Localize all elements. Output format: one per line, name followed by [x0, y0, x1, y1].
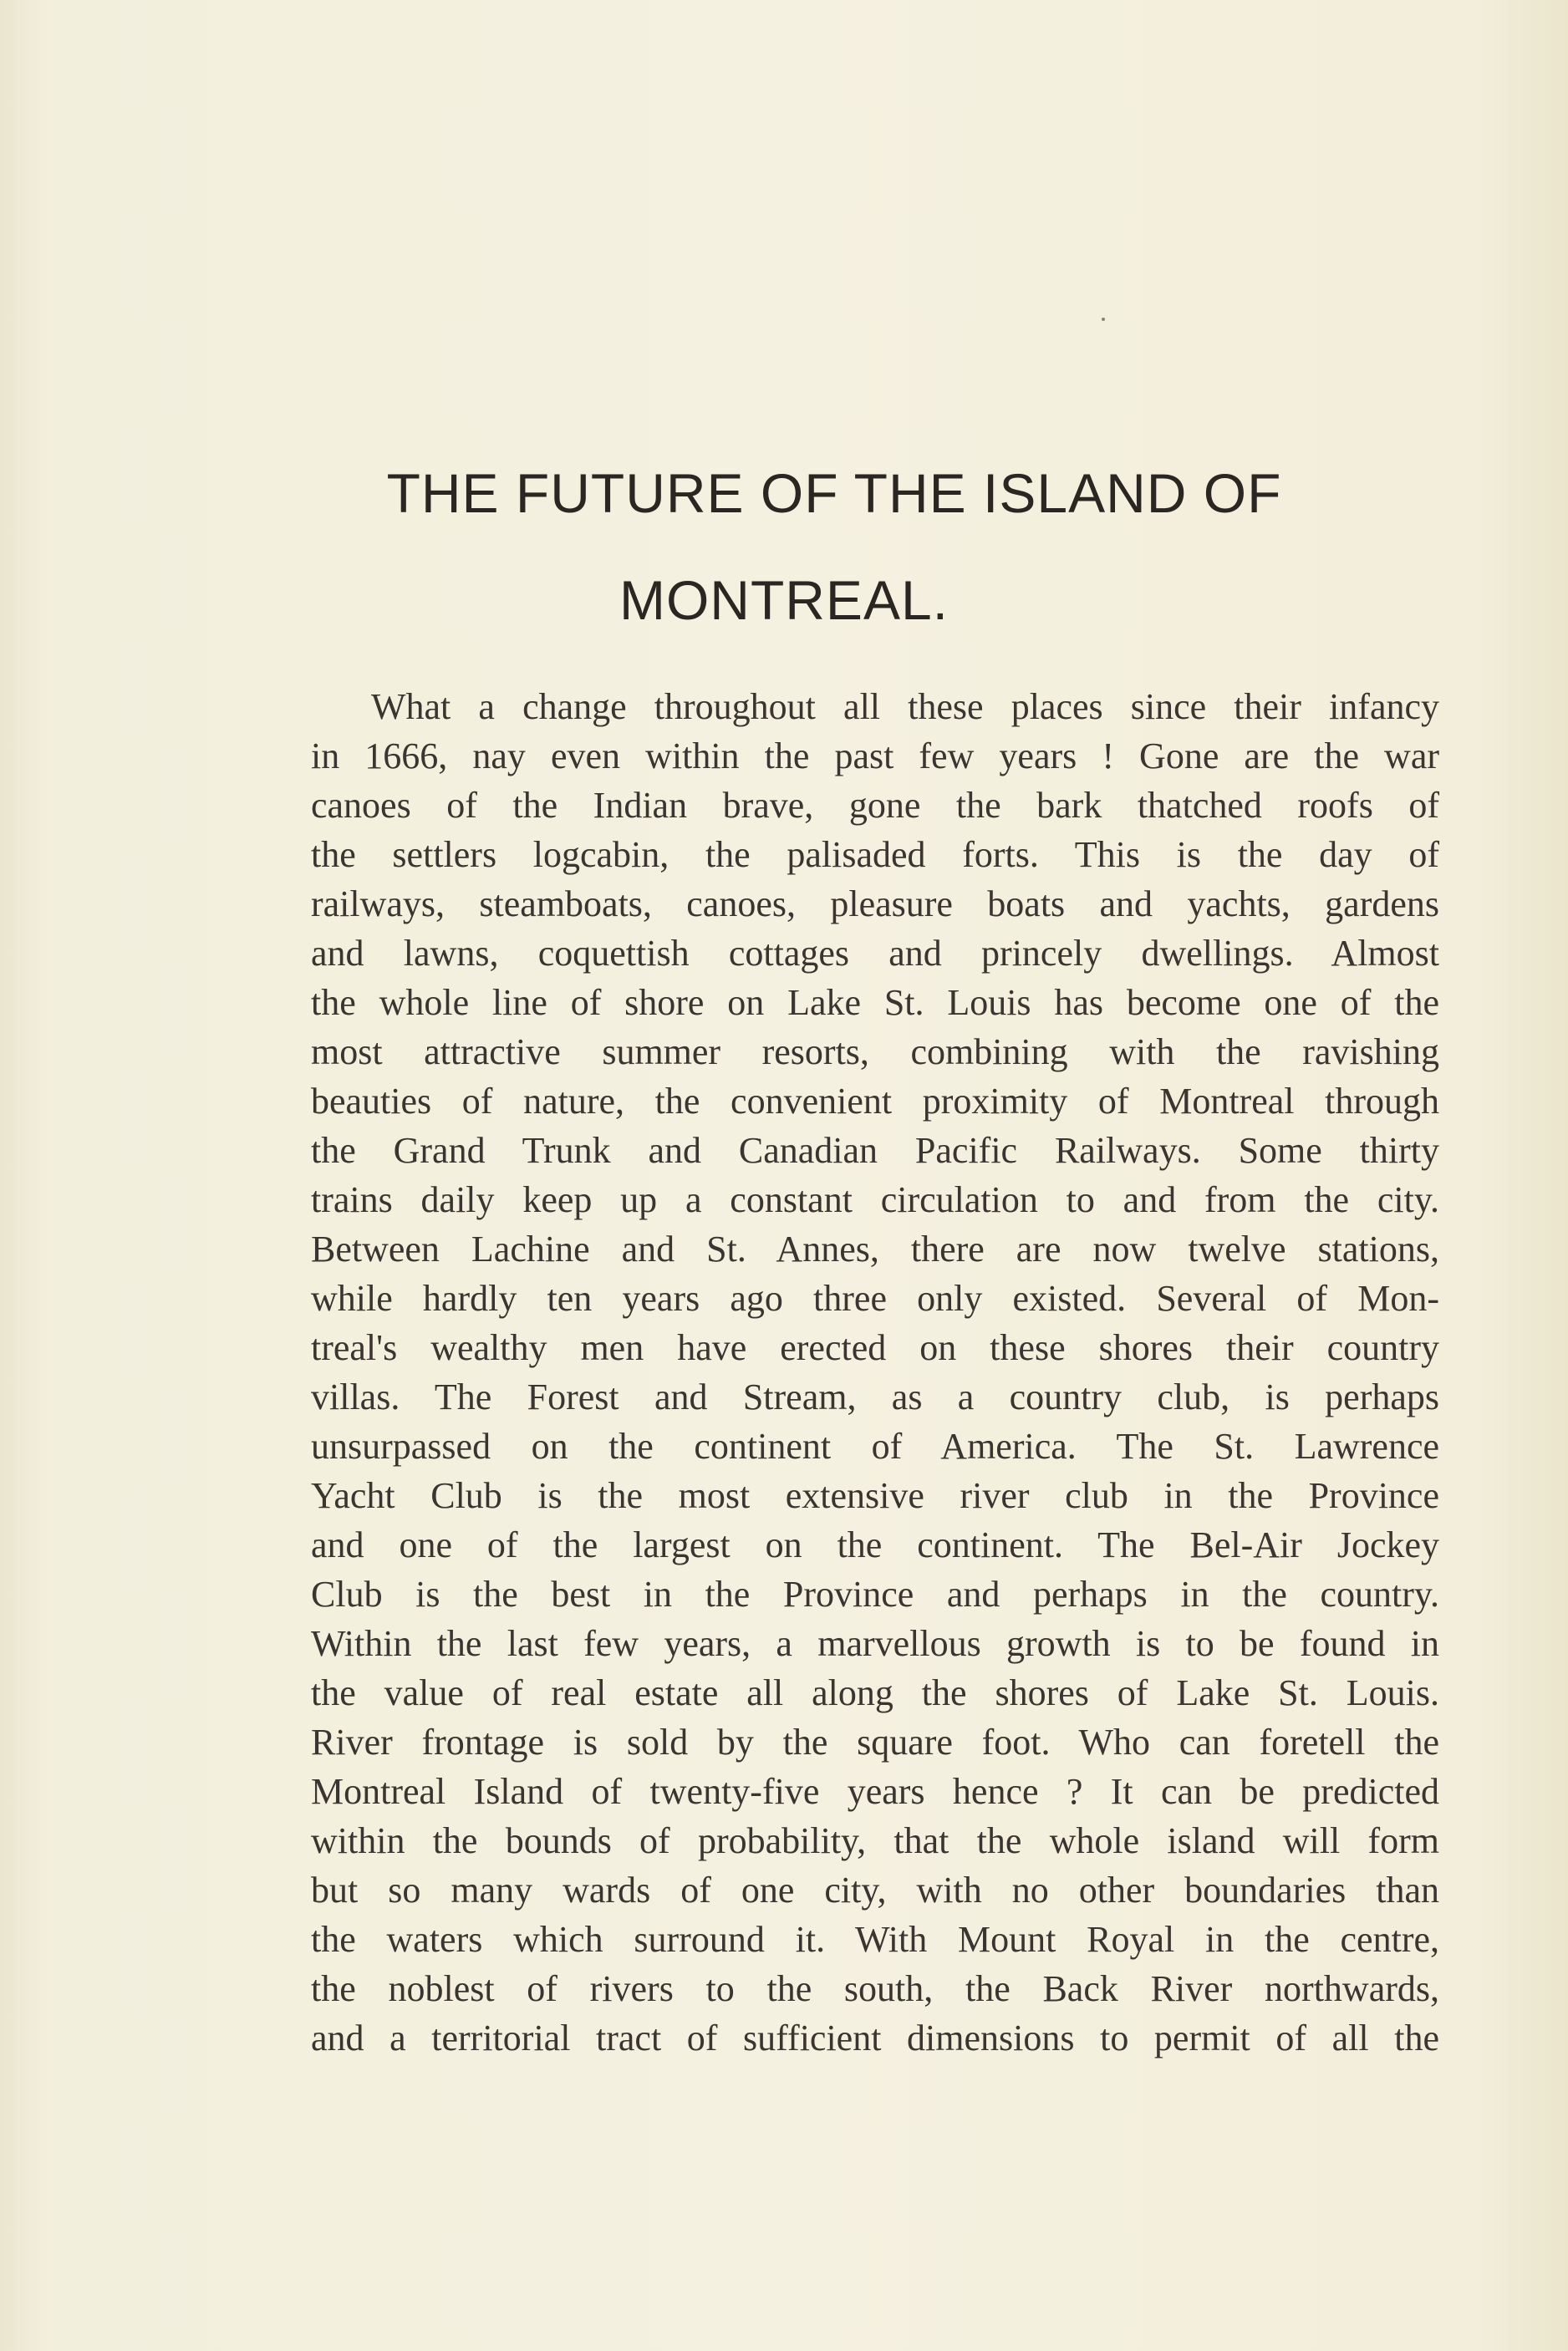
chapter-title-line-2: MONTREAL. [619, 569, 949, 631]
text-line: most attractive summer resorts, combining with the ravishing [311, 1031, 1439, 1072]
text-line: within the bounds of probability, that the whole island will form [311, 1820, 1439, 1861]
text-line: and one of the largest on the continent. The Bel-Air Jockey [311, 1524, 1439, 1565]
text-line: the whole line of shore on Lake St. Louis has become one of the [311, 982, 1439, 1023]
text-line: treal's wealthy men have erected on these shores their country [311, 1327, 1439, 1368]
chapter-title-line-1: THE FUTURE OF THE ISLAND OF [386, 462, 1282, 524]
text-line: unsurpassed on the continent of America. The St. Lawrence [311, 1426, 1439, 1467]
text-line: and lawns, coquettish cottages and princely dwellings. Almost [311, 933, 1439, 974]
text-line: Within the last few years, a marvellous growth is to be found in [311, 1623, 1439, 1664]
text-line: Between Lachine and St. Annes, there are now twelve stations, [311, 1229, 1439, 1270]
text-line: River frontage is sold by the square foot. Who can foretell the [311, 1722, 1439, 1763]
text-line: trains daily keep up a constant circulation to and from the city. [311, 1179, 1439, 1220]
text-line: Yacht Club is the most extensive river club in the Province [311, 1475, 1439, 1516]
text-line: while hardly ten years ago three only existed. Several of Mon- [311, 1278, 1439, 1319]
paper-speck [1102, 318, 1105, 321]
text-line: canoes of the Indian brave, gone the bark thatched roofs of [311, 785, 1439, 826]
text-line: the Grand Trunk and Canadian Pacific Railways. Some thirty [311, 1130, 1439, 1171]
text-line: Montreal Island of twenty-five years hence ? It can be predicted [311, 1771, 1439, 1812]
text-line: the value of real estate all along the shores of Lake St. Louis. [311, 1672, 1439, 1713]
text-line: the waters which surround it. With Mount Royal in the centre, [311, 1919, 1439, 1960]
body-paragraph [311, 682, 1439, 2063]
text-line: in 1666, nay even within the past few years ! Gone are the war [311, 735, 1439, 776]
text-line: railways, steamboats, canoes, pleasure boats and yachts, gardens [311, 883, 1439, 924]
text-line: the noblest of rivers to the south, the Back River northwards, [311, 1968, 1439, 2009]
text-line: Club is the best in the Province and perhaps in the country. [311, 1574, 1439, 1615]
text-line: and a territorial tract of sufficient dimensions to permit of all the [311, 2018, 1439, 2058]
text-line: villas. The Forest and Stream, as a country club, is perhaps [311, 1377, 1439, 1417]
text-line: What a change throughout all these places since their infancy [371, 686, 1439, 727]
text-line: but so many wards of one city, with no other boundaries than [311, 1870, 1439, 1911]
text-line: the settlers logcabin, the palisaded forts. This is the day of [311, 834, 1439, 875]
text-line: beauties of nature, the convenient proximity of Montreal through [311, 1081, 1439, 1122]
